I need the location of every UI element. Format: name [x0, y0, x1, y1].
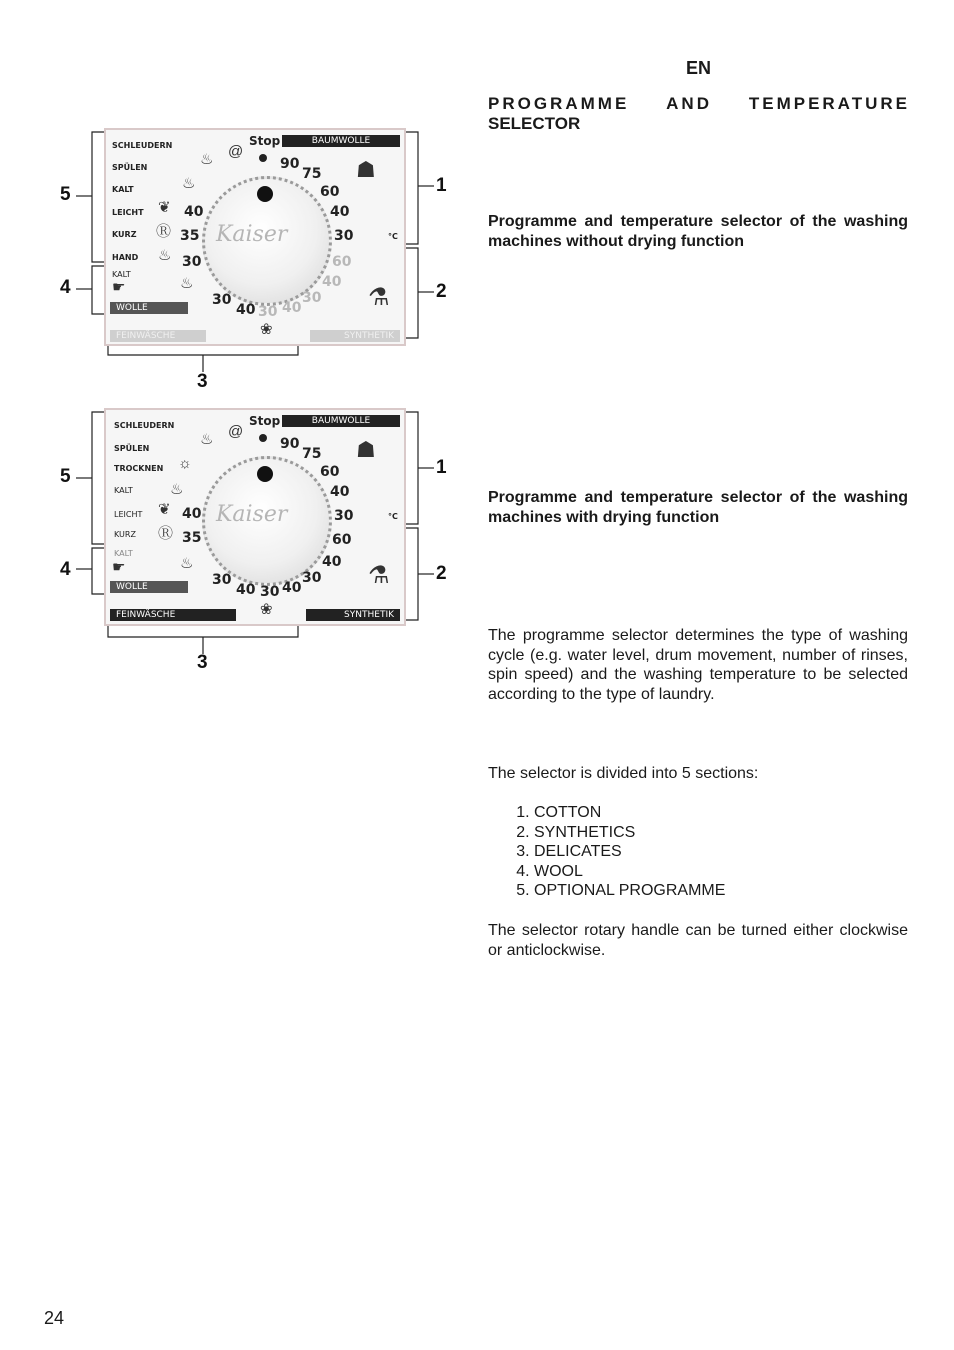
wolle-bar: WOLLE — [110, 302, 188, 314]
label-hand: HAND — [112, 253, 139, 262]
leaf-icon: ❦ — [158, 501, 171, 518]
callout-1: 1 — [436, 457, 447, 478]
callout-5: 5 — [60, 466, 71, 487]
temp-label: 40 — [236, 302, 256, 318]
temp-label: 75 — [302, 446, 322, 462]
cold-wash-icon: ♨ — [182, 175, 196, 192]
temp-label: 30 — [260, 584, 280, 600]
temp-label: 30 — [334, 228, 354, 244]
temp-label: 35 — [182, 530, 202, 546]
feinwaesche-bar: FEINWÄSCHE — [110, 330, 206, 342]
wool-hand-icon: ☛ — [112, 559, 126, 576]
temp-label: 30 — [212, 292, 232, 308]
temp-label: 75 — [302, 166, 322, 182]
temp-label: 90 — [280, 436, 300, 452]
temp-label: 30 — [302, 290, 322, 306]
list-item: 1. COTTON — [534, 803, 725, 823]
baumwolle-bar: BAUMWOLLE — [282, 135, 400, 147]
callout-3: 3 — [197, 371, 208, 392]
celsius-unit: °C — [388, 512, 398, 521]
synthetik-bar: SYNTHETIK — [306, 609, 400, 621]
subtitle-with-drying: Programme and temperature selector of the washing machines with drying function — [488, 489, 908, 526]
leaf-icon: ❦ — [158, 199, 171, 216]
quick-wash-icon: Ⓡ — [158, 525, 174, 542]
label-kurz: KURZ — [114, 530, 136, 539]
temp-label: 35 — [180, 228, 200, 244]
label-leicht: LEICHT — [114, 510, 143, 519]
temp-label: 30 — [334, 508, 354, 524]
wool-hand-icon: ☛ — [112, 279, 126, 296]
temp-label: 40 — [322, 554, 342, 570]
list-item: 4. WOOL — [534, 862, 725, 882]
quick-wash-icon: Ⓡ — [156, 223, 172, 240]
temp-label: 60 — [332, 532, 352, 548]
rotary-paragraph: The selector rotary handle can be turned either clockwise or anticlockwise. — [488, 922, 908, 959]
celsius-unit: °C — [388, 232, 398, 241]
selector-panel — [104, 408, 406, 626]
rinse-icon: ♨ — [200, 151, 214, 168]
label-trocknen: TROCKNEN — [114, 464, 164, 473]
wool-wash-icon: ♨ — [180, 555, 194, 572]
stop-label: Stop — [249, 414, 281, 428]
page-number: 24 — [44, 1308, 65, 1328]
temp-label: 30 — [182, 254, 202, 270]
brand-logo: Kaiser — [216, 502, 288, 527]
temp-label: 30 — [212, 572, 232, 588]
temp-label: 40 — [184, 204, 204, 220]
baumwolle-bar: BAUMWOLLE — [282, 415, 400, 427]
title-word: PROGRAMME — [488, 94, 630, 113]
temp-label: 40 — [330, 484, 350, 500]
label-schleudern: SCHLEUDERN — [114, 421, 175, 430]
wolle-bar: WOLLE — [110, 581, 188, 593]
callout-4: 4 — [60, 277, 71, 298]
callout-4: 4 — [60, 559, 71, 580]
cold-wash-icon: ♨ — [170, 481, 184, 498]
title-word: TEMPERATURE — [748, 94, 910, 113]
knob-indicator — [257, 466, 273, 482]
section-title-line2: SELECTOR — [488, 114, 581, 133]
callout-2: 2 — [436, 563, 447, 584]
temp-label: 60 — [332, 254, 352, 270]
temp-label: 40 — [282, 300, 302, 316]
language-label: EN — [686, 58, 712, 78]
temp-label: 40 — [236, 582, 256, 598]
list-item: 5. OPTIONAL PROGRAMME — [534, 881, 725, 901]
title-word: AND — [666, 94, 712, 113]
temp-label: 90 — [280, 156, 300, 172]
butterfly-icon: ❀ — [260, 321, 273, 338]
callout-2: 2 — [436, 281, 447, 302]
temp-label: 40 — [322, 274, 342, 290]
label-spuelen: SPÜLEN — [114, 444, 150, 453]
stop-dot — [259, 434, 267, 442]
label-kalt-wool: KALT — [114, 549, 133, 558]
shirt-icon: ☗ — [356, 157, 376, 182]
label-schleudern: SCHLEUDERN — [112, 141, 173, 150]
callout-1: 1 — [436, 175, 447, 196]
spin-icon: @ — [228, 423, 244, 440]
temp-label: 40 — [330, 204, 350, 220]
synthetik-bar: SYNTHETIK — [310, 330, 400, 342]
label-kalt: KALT — [114, 486, 133, 495]
label-spuelen: SPÜLEN — [112, 163, 148, 172]
butterfly-icon: ❀ — [260, 601, 273, 618]
brand-logo: Kaiser — [216, 222, 288, 247]
wool-wash-icon: ♨ — [180, 275, 194, 292]
temp-label: 60 — [320, 464, 340, 480]
temp-label: 60 — [320, 184, 340, 200]
list-item: 2. SYNTHETICS — [534, 823, 725, 843]
temp-label: 30 — [302, 570, 322, 586]
sections-intro: The selector is divided into 5 sections: — [488, 765, 759, 782]
section-title — [488, 94, 910, 134]
stop-label: Stop — [249, 134, 281, 148]
label-kalt-wool: KALT — [112, 270, 131, 279]
feinwaesche-bar: FEINWÄSCHE — [110, 609, 236, 621]
callout-5: 5 — [60, 184, 71, 205]
list-item: 3. DELICATES — [534, 842, 725, 862]
temp-label: 30 — [258, 304, 278, 320]
rinse-icon: ♨ — [200, 431, 214, 448]
hand-wash-icon: ♨ — [158, 247, 172, 264]
sections-list — [488, 803, 725, 901]
label-kurz: KURZ — [112, 230, 137, 239]
intro-paragraph: The programme selector determines the type of washing cycle (e.g. water level, drum movement, number of rinses, spin speed) and the washing temperature to be selected according to the type of laundry. — [488, 627, 908, 703]
shirt-icon: ☗ — [356, 437, 376, 462]
label-leicht: LEICHT — [112, 208, 144, 217]
section-title-line1 — [488, 94, 910, 114]
spin-icon: @ — [228, 143, 244, 160]
temp-label: 40 — [182, 506, 202, 522]
callout-3: 3 — [197, 652, 208, 673]
sun-dry-icon: ☼ — [178, 455, 192, 472]
temp-label: 40 — [282, 580, 302, 596]
subtitle-without-drying: Programme and temperature selector of the washing machines without drying function — [488, 213, 908, 250]
flask-icon: ⚗ — [368, 284, 390, 311]
label-kalt: KALT — [112, 185, 134, 194]
flask-icon: ⚗ — [368, 562, 390, 589]
